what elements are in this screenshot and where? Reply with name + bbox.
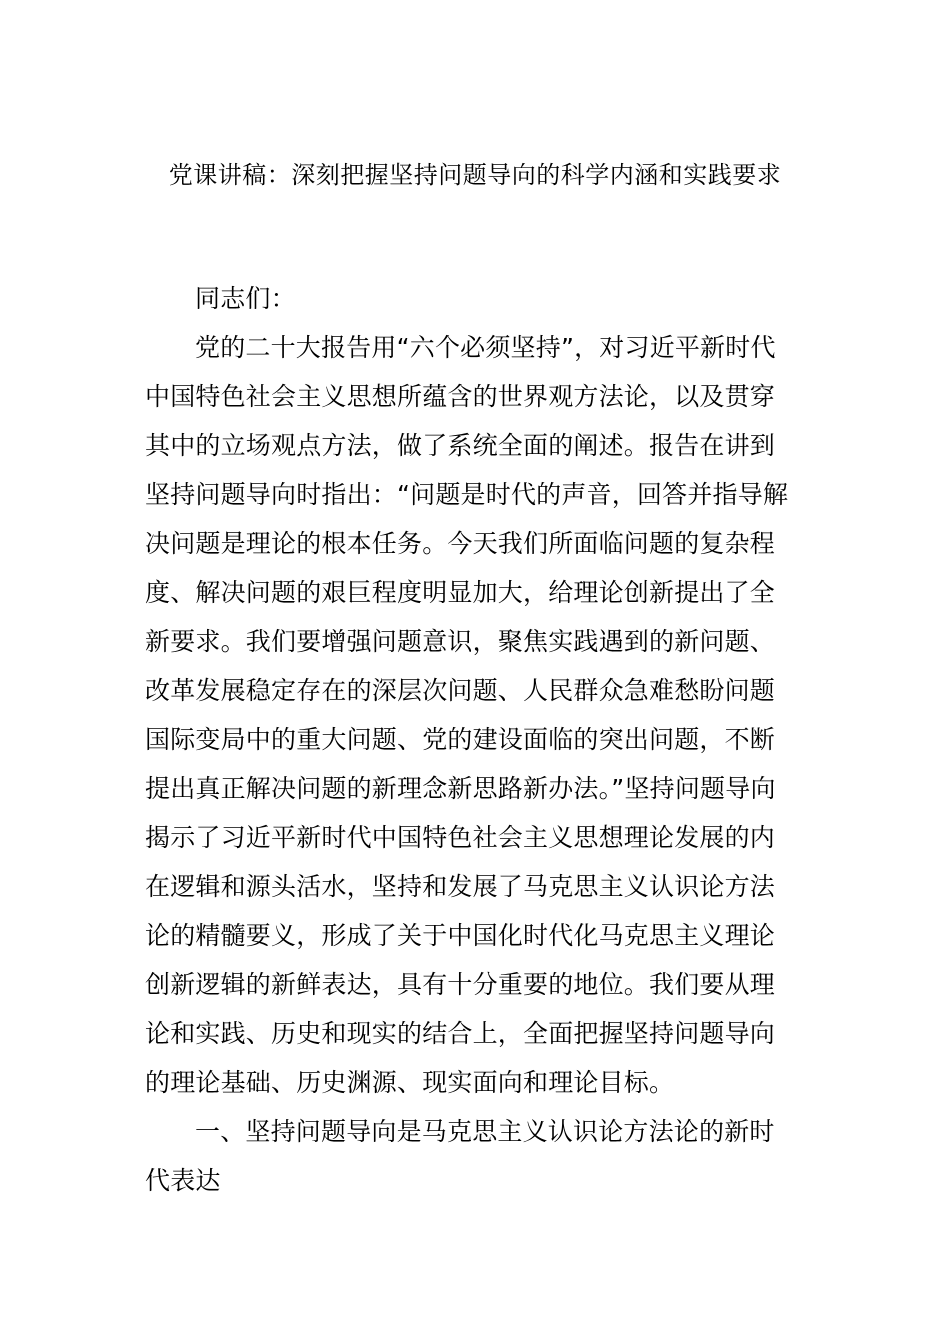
paragraph-line: 党的二十大报告用“六个必须坚持”，对习近平新时代 — [195, 333, 776, 362]
paragraph-line: 的理论基础、历史渊源、现实面向和理论目标。 — [145, 1068, 675, 1097]
paragraph-line: 论和实践、历史和现实的结合上，全面把握坚持问题导向 — [145, 1019, 776, 1048]
paragraph-line: 中国特色社会主义思想所蕴含的世界观方法论，以及贯穿 — [145, 382, 776, 411]
paragraph-line: 改革发展稳定存在的深层次问题、人民群众急难愁盼问题 — [145, 676, 776, 705]
paragraph-line: 度、解决问题的艰巨程度明显加大，给理论创新提出了全 — [145, 578, 776, 607]
paragraph-line: 决问题是理论的根本任务。今天我们所面临问题的复杂程 — [145, 529, 776, 558]
paragraph-line: 新要求。我们要增强问题意识，聚焦实践遇到的新问题、 — [145, 627, 776, 656]
paragraph-line: 在逻辑和源头活水，坚持和发展了马克思主义认识论方法 — [145, 872, 776, 901]
paragraph-line: 坚持问题导向时指出：“问题是时代的声音，回答并指导解 — [145, 480, 789, 509]
heading-line: 一、坚持问题导向是马克思主义认识论方法论的新时 — [195, 1117, 775, 1146]
heading-line: 代表达 — [145, 1166, 221, 1195]
paragraph-line: 论的精髓要义，形成了关于中国化时代化马克思主义理论 — [145, 921, 776, 950]
paragraph-line: 其中的立场观点方法，做了系统全面的阐述。报告在讲到 — [145, 431, 776, 460]
paragraph-line: 揭示了习近平新时代中国特色社会主义思想理论发展的内 — [145, 823, 776, 852]
paragraph-line: 国际变局中的重大问题、党的建设面临的突出问题，不断 — [145, 725, 776, 754]
document-title: 党课讲稿：深刻把握坚持问题导向的科学内涵和实践要求 — [168, 161, 782, 189]
paragraph-line: 创新逻辑的新鲜表达，具有十分重要的地位。我们要从理 — [145, 970, 776, 999]
paragraph-line: 提出真正解决问题的新理念新思路新办法。”坚持问题导向 — [145, 774, 776, 803]
salutation: 同志们： — [195, 284, 296, 313]
